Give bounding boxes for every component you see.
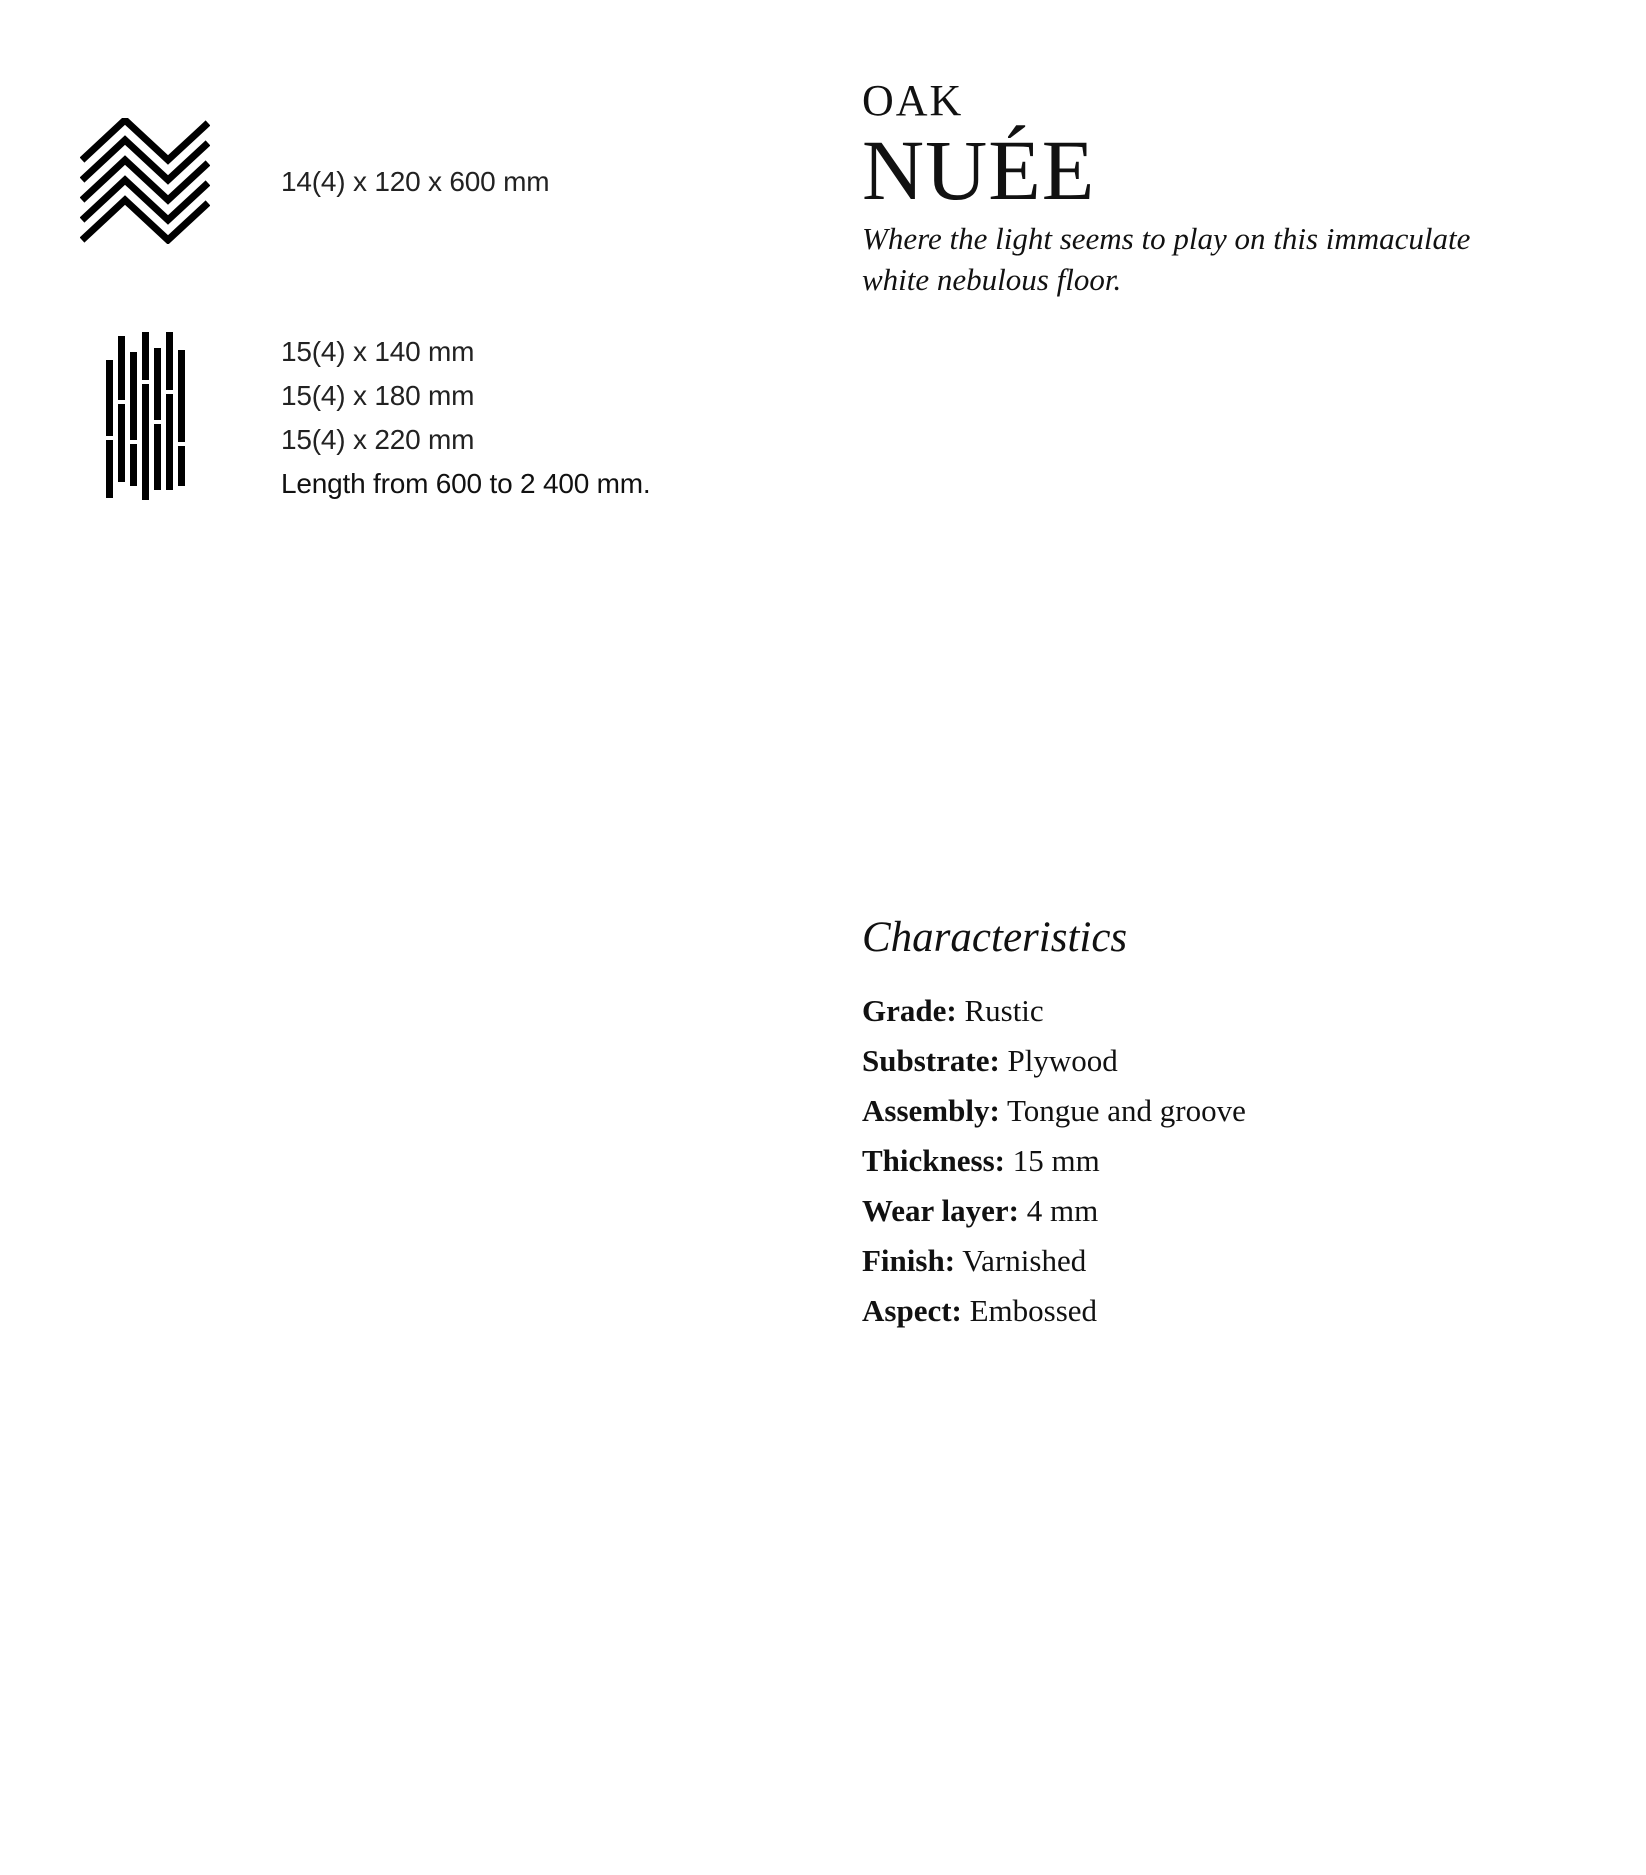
characteristic-label: Grade: — [862, 993, 957, 1028]
dimension-line: 15(4) x 180 mm — [281, 380, 475, 411]
characteristic-label: Substrate: — [862, 1043, 1000, 1078]
characteristics-section — [862, 910, 1582, 1336]
plank-pattern-icon — [104, 332, 188, 500]
characteristic-assembly — [862, 1086, 1582, 1136]
herringbone-dimensions — [281, 160, 549, 204]
herringbone-pattern-icon — [80, 118, 210, 244]
characteristic-label: Finish: — [862, 1243, 956, 1278]
characteristic-finish — [862, 1236, 1582, 1286]
characteristic-grade — [862, 986, 1582, 1036]
characteristics-title: Characteristics — [862, 914, 1128, 961]
characteristic-value: Rustic — [964, 993, 1044, 1028]
characteristic-label: Aspect: — [862, 1293, 962, 1328]
dimension-line: 15(4) x 140 mm — [281, 336, 475, 367]
dimension-line: 15(4) x 220 mm — [281, 424, 475, 455]
plank-dimensions — [281, 330, 651, 506]
product-species: OAK — [862, 76, 964, 125]
characteristic-label: Wear layer: — [862, 1193, 1019, 1228]
product-name: NUÉE — [862, 122, 1096, 218]
characteristic-value: 4 mm — [1026, 1193, 1099, 1228]
characteristic-value: Embossed — [969, 1293, 1098, 1328]
product-tagline: Where the light seems to play on this immaculate white nebulous floor. — [862, 221, 1471, 297]
characteristic-aspect — [862, 1286, 1582, 1336]
product-header — [862, 76, 1582, 300]
characteristic-label: Thickness: — [862, 1143, 1005, 1178]
characteristic-thickness — [862, 1136, 1582, 1186]
characteristic-label: Assembly: — [862, 1093, 1000, 1128]
characteristic-value: Plywood — [1007, 1043, 1118, 1078]
characteristic-value: Varnished — [962, 1243, 1087, 1278]
dimension-line: 14(4) x 120 x 600 mm — [281, 166, 550, 197]
characteristic-value: 15 mm — [1012, 1143, 1100, 1178]
characteristic-wear-layer — [862, 1186, 1582, 1236]
characteristic-value: Tongue and groove — [1006, 1093, 1246, 1128]
characteristic-substrate — [862, 1036, 1582, 1086]
length-note: Length from 600 to 2 400 mm. — [281, 468, 651, 499]
